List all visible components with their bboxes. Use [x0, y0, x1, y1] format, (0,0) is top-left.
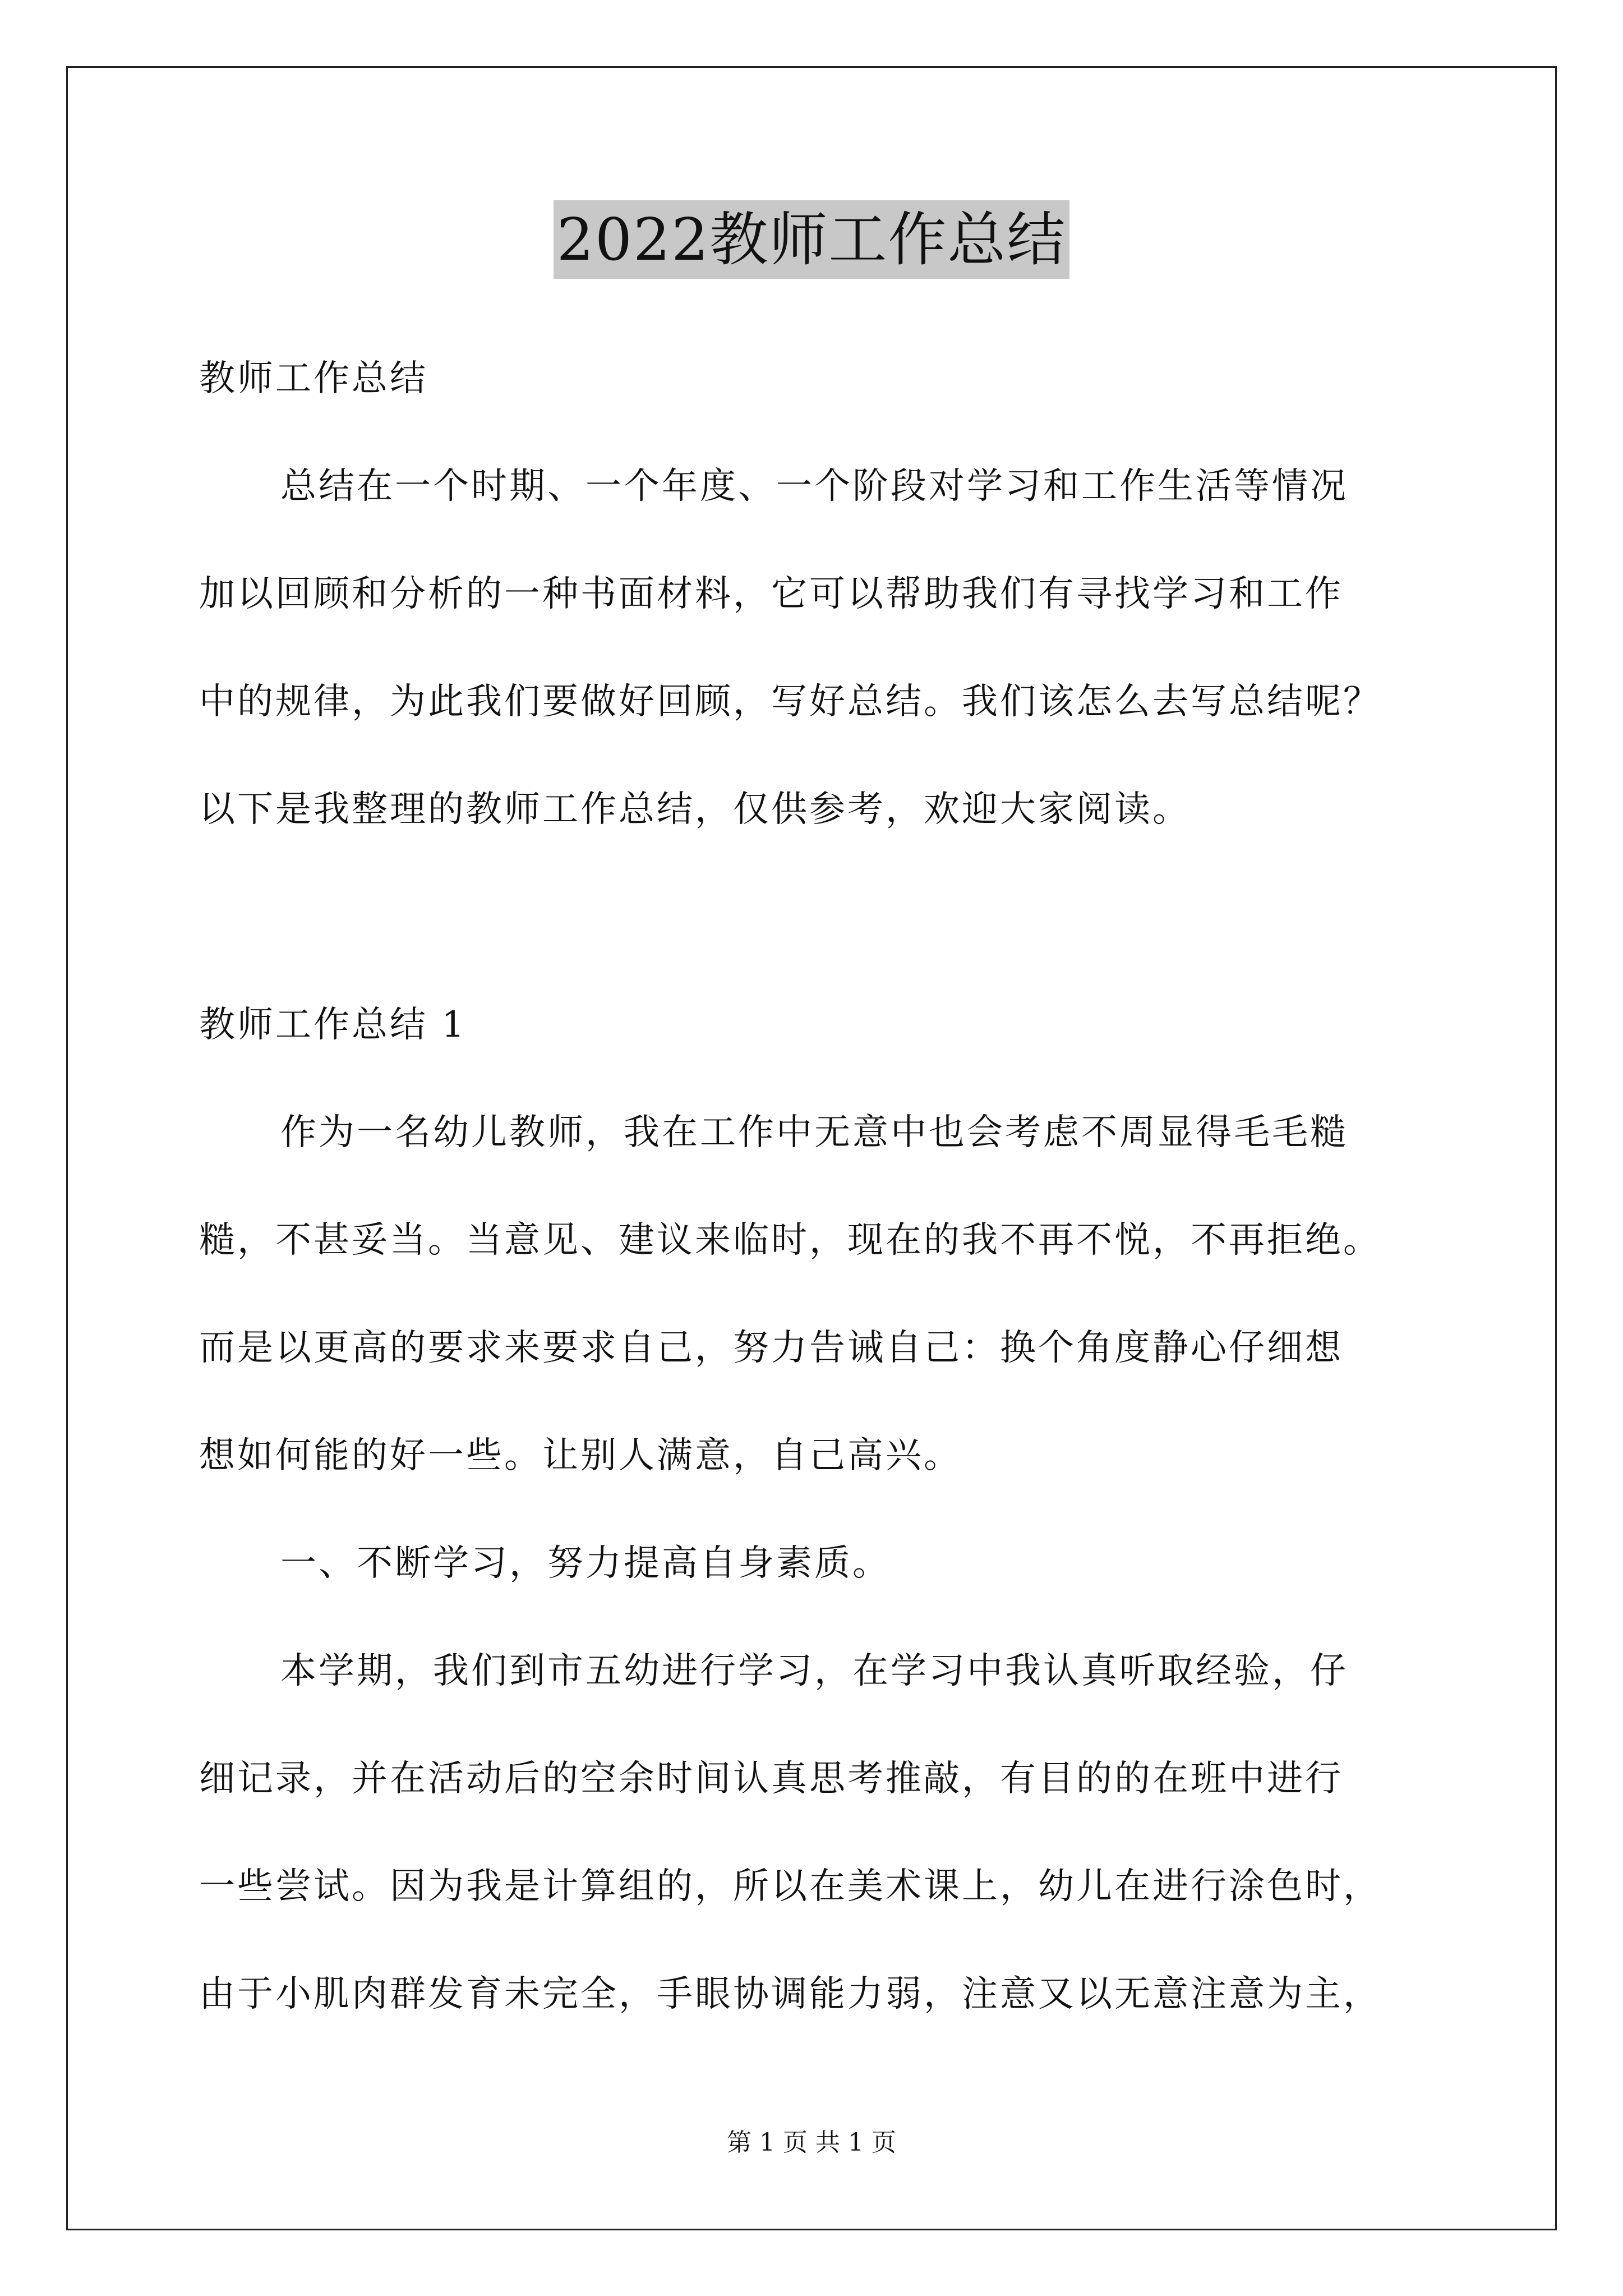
document-title: 2022教师工作总结 [554, 200, 1070, 279]
paragraph-line: 本学期，我们到市五幼进行学习，在学习中我认真听取经验，仔 [280, 1650, 1348, 1692]
list-point: 一、不断学习，努力提高自身素质。 [280, 1543, 891, 1584]
paragraph-line: 细记录，并在活动后的空余时间认真思考推敲，有目的的在班中进行 [199, 1758, 1343, 1800]
intro-line: 中的规律，为此我们要做好回顾，写好总结。我们该怎么去写总结呢？ [199, 681, 1381, 723]
paragraph-line: 一些尝试。因为我是计算组的，所以在美术课上，幼儿在进行涂色时， [199, 1866, 1381, 1907]
document-title-container [0, 200, 1623, 279]
document-subtitle: 教师工作总结 [199, 358, 428, 399]
intro-line: 总结在一个时期、一个年度、一个阶段对学习和工作生活等情况 [280, 466, 1348, 507]
paragraph-line: 而是以更高的要求来要求自己，努力告诫自己：换个角度静心仔细想 [199, 1327, 1343, 1369]
intro-line: 以下是我整理的教师工作总结，仅供参考，欢迎大家阅读。 [199, 789, 1191, 830]
page-footer: 第 1 页 共 1 页 [727, 2128, 896, 2157]
paragraph-line: 想如何能的好一些。让别人满意，自己高兴。 [199, 1435, 962, 1476]
paragraph-line: 糙，不甚妥当。当意见、建议来临时，现在的我不再不悦，不再拒绝。 [199, 1220, 1381, 1261]
paragraph-line: 由于小肌肉群发育未完全，手眼协调能力弱，注意又以无意注意为主， [199, 1973, 1381, 2015]
intro-line: 加以回顾和分析的一种书面材料，它可以帮助我们有寻找学习和工作 [199, 573, 1343, 615]
section-heading: 教师工作总结 1 [199, 1004, 467, 1046]
paragraph-line: 作为一名幼儿教师，我在工作中无意中也会考虑不周显得毛毛糙 [280, 1112, 1348, 1153]
